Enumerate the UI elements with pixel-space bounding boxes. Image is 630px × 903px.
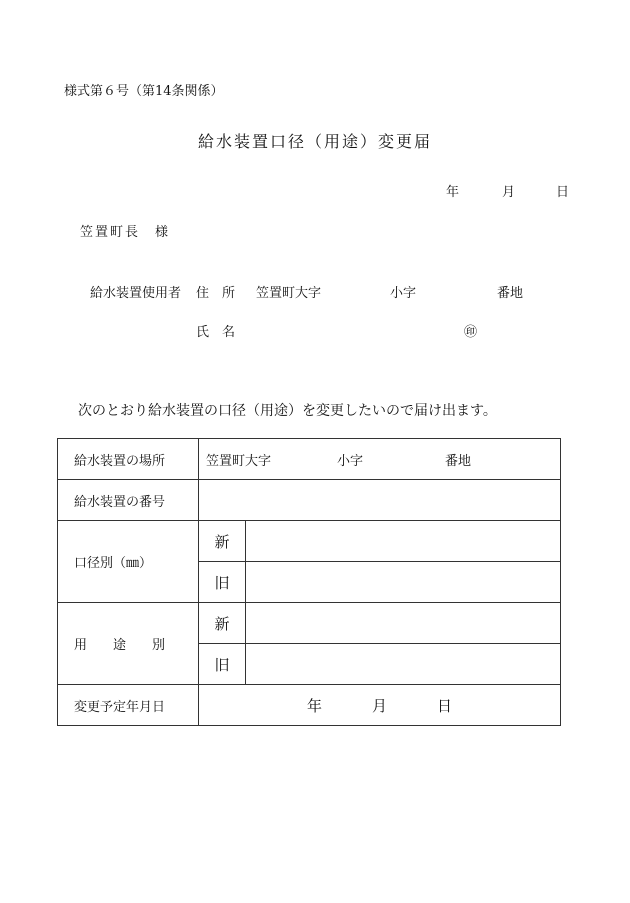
application-table bbox=[57, 438, 561, 726]
use-old-cell[interactable] bbox=[246, 644, 561, 685]
diameter-old-cell[interactable] bbox=[246, 562, 561, 603]
change-date-month: 月 bbox=[371, 696, 387, 715]
header-date-year: 年 bbox=[446, 185, 460, 200]
change-date-label: 変更予定年月日 bbox=[58, 685, 199, 726]
diameter-new-label: 新 bbox=[199, 521, 246, 562]
applicant-town: 笠置町大字 bbox=[256, 286, 322, 301]
location-banchi: 番地 bbox=[445, 453, 472, 469]
applicant-aza: 小字 bbox=[390, 286, 417, 301]
use-new-label: 新 bbox=[199, 603, 246, 644]
use-new-cell[interactable] bbox=[246, 603, 561, 644]
address-label: 住 所 bbox=[196, 286, 236, 301]
addressee: 笠置町長 様 bbox=[80, 225, 171, 240]
diameter-new-cell[interactable] bbox=[246, 521, 561, 562]
statement-text: 次のとおり給水装置の口径（用途）を変更したいので届け出ます。 bbox=[78, 403, 497, 419]
table-row-change-date bbox=[58, 685, 561, 726]
applicant-label: 給水装置使用者 bbox=[90, 286, 182, 301]
change-date-cell[interactable] bbox=[199, 685, 561, 726]
table-row-number bbox=[58, 480, 561, 521]
table-row-use-new bbox=[58, 603, 561, 644]
applicant-banchi: 番地 bbox=[497, 286, 524, 301]
header-date-day: 日 bbox=[556, 185, 570, 200]
seal-mark: ㊞ bbox=[464, 325, 478, 340]
form-number: 様式第６号（第14条関係） bbox=[64, 84, 224, 99]
location-aza: 小字 bbox=[337, 453, 364, 469]
location-label: 給水装置の場所 bbox=[58, 439, 199, 480]
header-date-month: 月 bbox=[502, 185, 516, 200]
table-row-location bbox=[58, 439, 561, 480]
use-old-label: 旧 bbox=[199, 644, 246, 685]
change-date-day: 日 bbox=[437, 696, 453, 715]
diameter-old-label: 旧 bbox=[199, 562, 246, 603]
use-label: 用 途 別 bbox=[58, 603, 199, 685]
number-value-cell[interactable] bbox=[199, 480, 561, 521]
location-town: 笠置町大字 bbox=[206, 453, 272, 469]
change-date-year: 年 bbox=[306, 696, 322, 715]
location-value-cell[interactable] bbox=[199, 439, 561, 480]
diameter-label: 口径別（㎜） bbox=[58, 521, 199, 603]
document-title: 給水装置口径（用途）変更届 bbox=[197, 132, 432, 151]
table-row-diameter-new bbox=[58, 521, 561, 562]
name-label: 氏 名 bbox=[196, 325, 236, 340]
number-label: 給水装置の番号 bbox=[58, 480, 199, 521]
